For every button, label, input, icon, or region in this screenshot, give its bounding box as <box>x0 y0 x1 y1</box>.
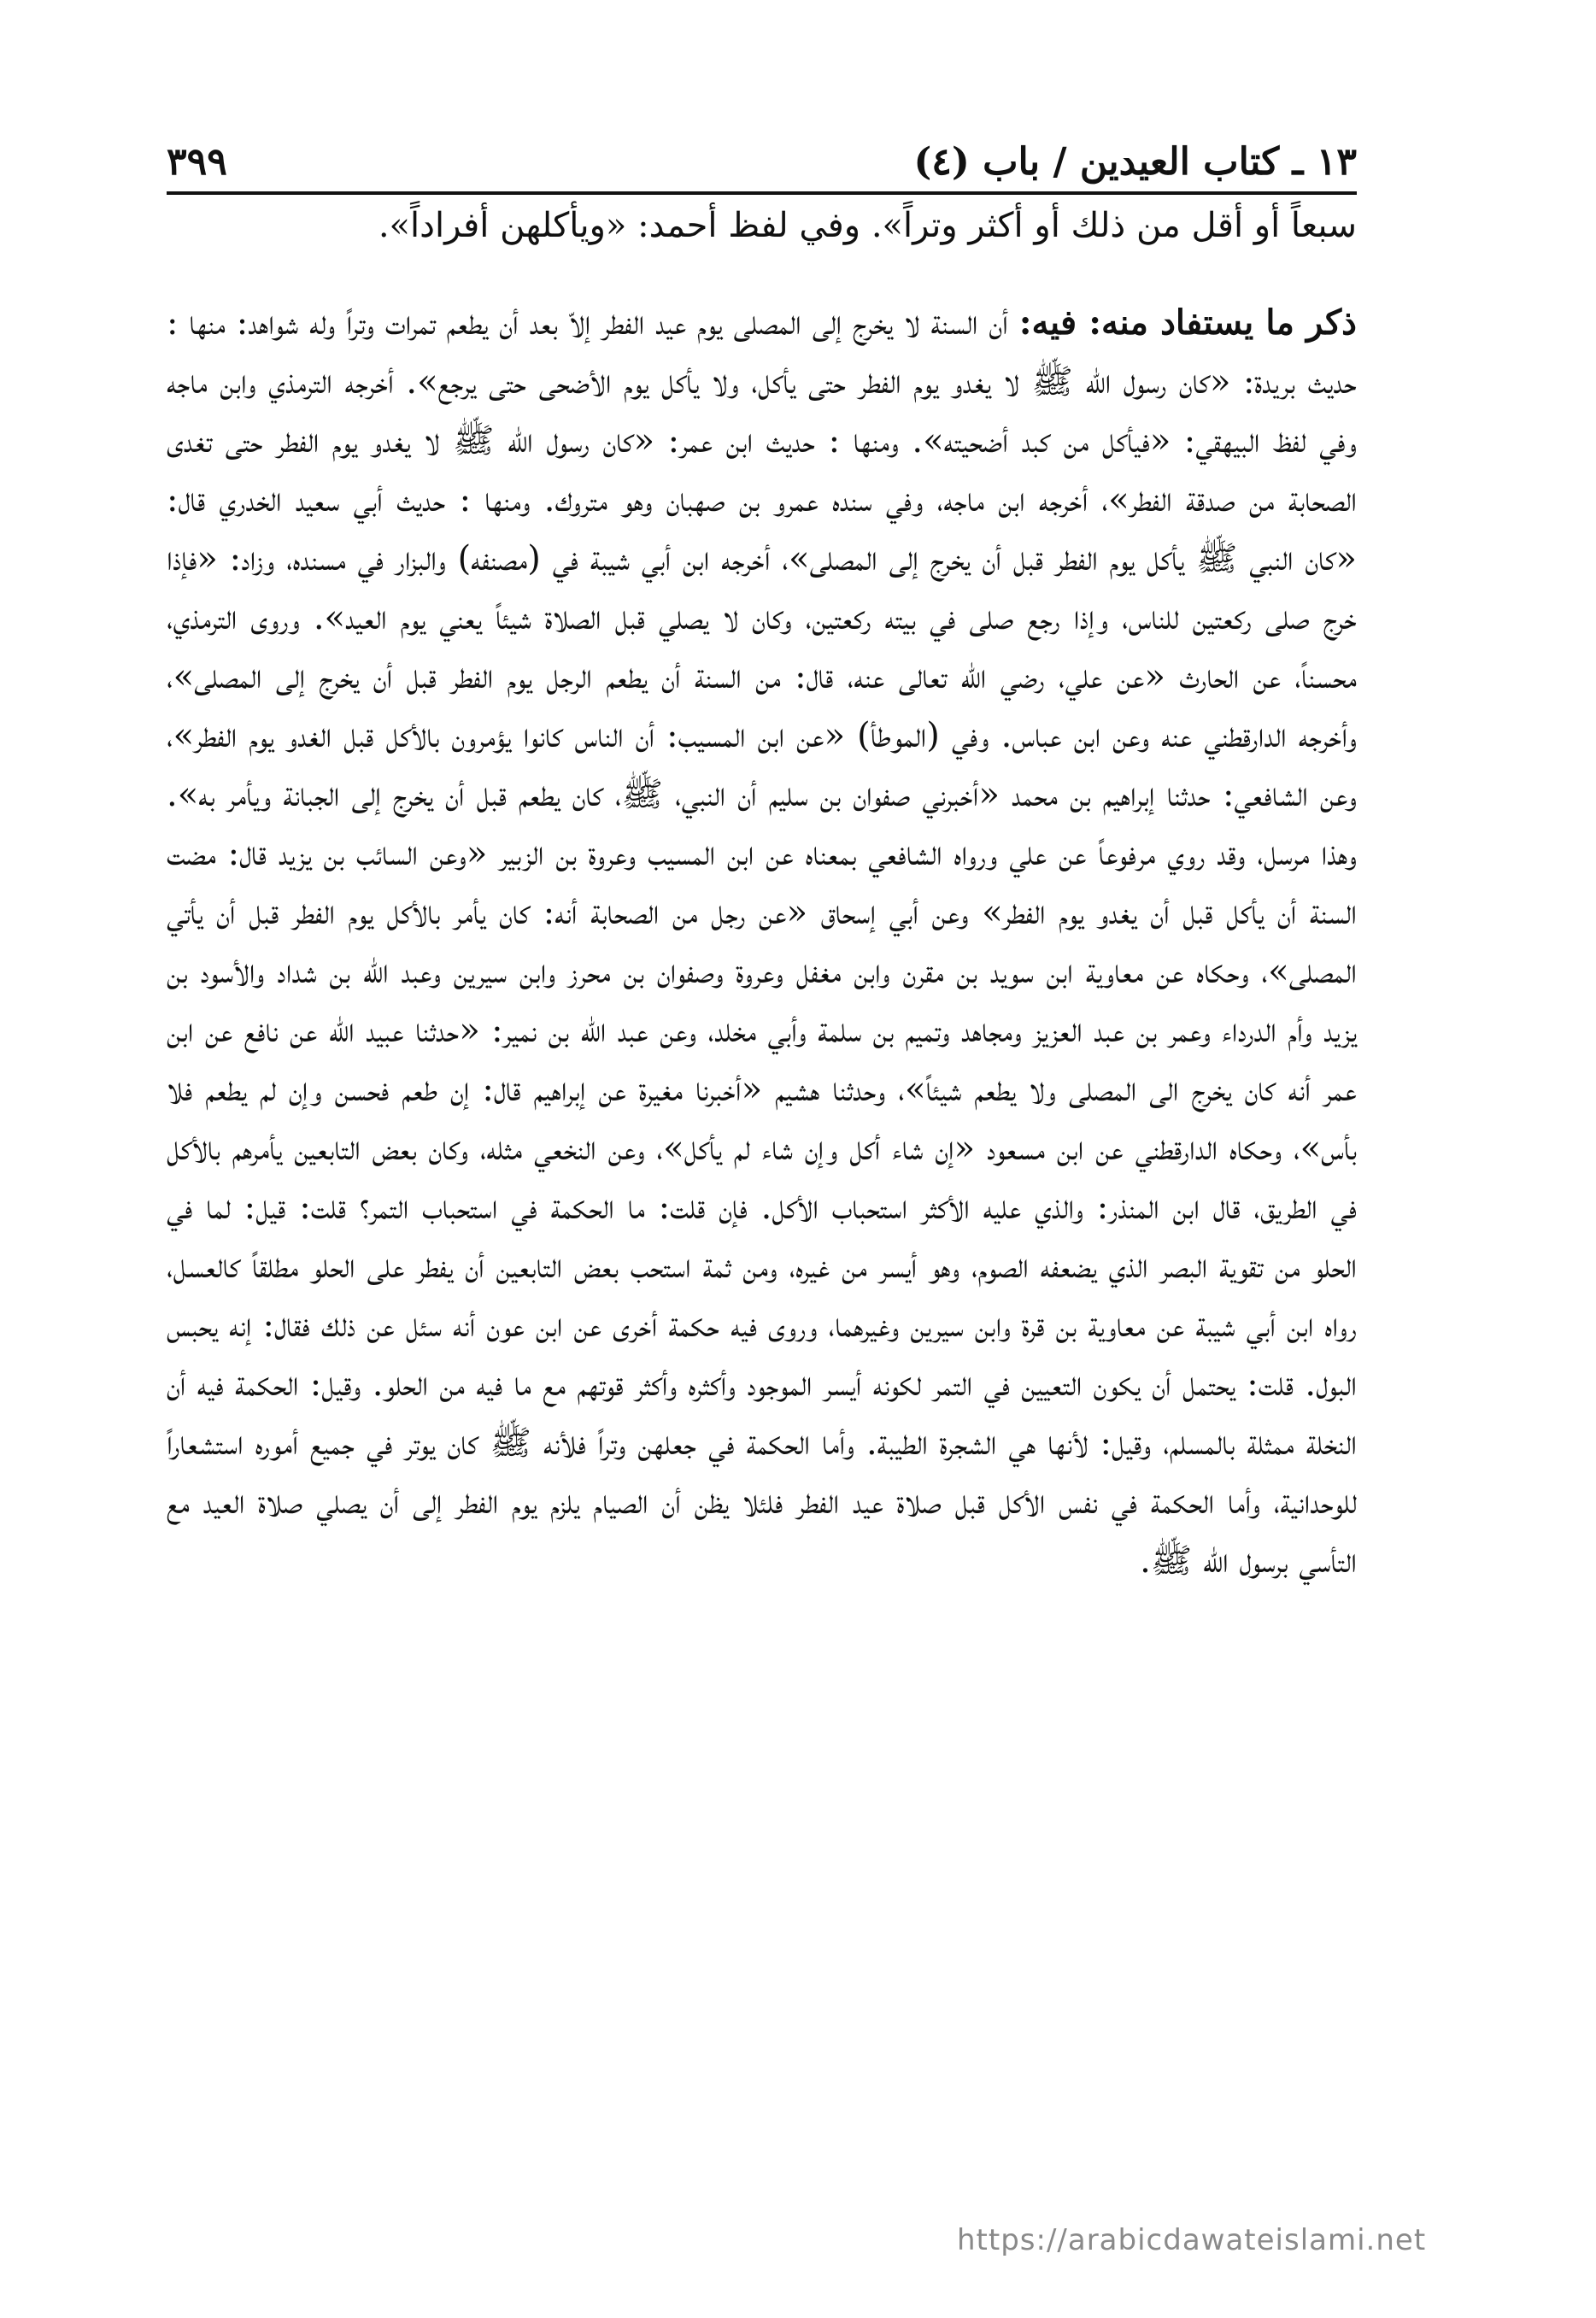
main-paragraph <box>167 293 1357 1591</box>
page-header <box>167 113 1357 195</box>
watermark-url: https://arabicdawateislami.net <box>957 2223 1427 2257</box>
section-body: أن السنة لا يخرج إلى المصلى يوم عيد الفطر إلاّ بعد أن يطعم تمرات وتراً وله شواهد: منها : حديث بريدة: «كان رسول الله ﷺ لا يغدو يوم الفطر حتى يأكل، ولا يأكل يوم الأضحى حتى يرجع». أخرجه الترمذي وابن ماجه وفي لفظ البيهقي: «فيأكل من كبد أضحيته». ومنها : حديث ابن عمر: «كان رسول الله ﷺ لا يغدو يوم الفطر حتى تغدى الصحابة من صدقة الفطر»، أخرجه ابن ماجه، وفي سنده عمرو بن صهبان وهو متروك. ومنها : حديث أبي سعيد الخدري قال: «كان النبي ﷺ يأكل يوم الفطر قبل أن يخرج إلى المصلى»، أخرجه ابن أبي شيبة في (مصنفه) والبزار في مسنده، وزاد: «فإذا خرج صلى ركعتين للناس، وإذا رجع صلى في بيته ركعتين، وكان لا يصلي قبل الصلاة شيئاً يعني يوم العيد». وروى الترمذي، محسناً، عن الحارث «عن علي، رضي الله تعالى عنه، قال: من السنة أن يطعم الرجل يوم الفطر قبل أن يخرج إلى المصلى»، وأخرجه الدارقطني عنه وعن ابن عباس. وفي (الموطأ) «عن ابن المسيب: أن الناس كانوا يؤمرون بالأكل قبل الغدو يوم الفطر»، وعن الشافعي: حدثنا إبراهيم بن محمد «أخبرني صفوان بن سليم أن النبي، ﷺ، كان يطعم قبل أن يخرج إلى الجبانة ويأمر به». وهذا مرسل، وقد روي مرفوعاً عن علي ورواه الشافعي بمعناه عن ابن المسيب وعروة بن الزبير «وعن السائب بن يزيد قال: مضت السنة أن يأكل قبل أن يغدو يوم الفطر» وعن أبي إسحاق «عن رجل من الصحابة أنه: كان يأمر بالأكل يوم الفطر قبل أن يأتي المصلى»، وحكاه عن معاوية ابن سويد بن مقرن وابن مغفل وعروة وصفوان بن محرز وابن سيرين وعبد الله بن شداد والأسود بن يزيد وأم الدرداء وعمر بن عبد العزيز ومجاهد وتميم بن سلمة وأبي مخلد، وعن عبد الله بن نمير: «حدثنا عبيد الله عن نافع عن ابن عمر أنه كان يخرج الى المصلى ولا يطعم شيئاً»، وحدثنا هشيم «أخبرنا مغيرة عن إبراهيم قال: إن طعم فحسن وإن لم يطعم فلا بأس»، وحكاه الدارقطني عن ابن مسعود «إن شاء أكل وإن شاء لم يأكل»، وعن النخعي مثله، وكان بعض التابعين يأمرهم بالأكل في الطريق، قال ابن المنذر: والذي عليه الأكثر استحباب الأكل. فإن قلت: ما الحكمة في استحباب التمر؟ قلت: قيل: لما في الحلو من تقوية البصر الذي يضعفه الصوم، وهو أيسر من غيره، ومن ثمة استحب بعض التابعين أن يفطر على الحلو مطلقاً كالعسل، رواه ابن أبي شيبة عن معاوية بن قرة وابن سيرين وغيرهما، وروى فيه حكمة أخرى عن ابن عون أنه سئل عن ذلك فقال: إنه يحبس البول. قلت: يحتمل أن يكون التعيين في التمر لكونه أيسر الموجود وأكثره وأكثر قوتهم مع ما فيه من الحلو. وقيل: الحكمة فيه أن النخلة ممثلة بالمسلم، وقيل: لأنها هي الشجرة الطيبة. وأما الحكمة في جعلهن وتراً فلأنه ﷺ كان يوتر في جميع أموره استشعاراً للوحدانية، وأما الحكمة في نفس الأكل قبل صلاة عيد الفطر فلئلا يظن أن الصيام يلزم يوم الفطر إلى أن يصلي صلاة العيد مع التأسي برسول الله ﷺ. <box>167 303 1358 1581</box>
running-title: ١٣ ـ كتاب العيدين / باب (٤) <box>913 140 1357 184</box>
opening-paragraph: سبعاً أو أقل من ذلك أو أكثر وتراً». وفي لفظ أحمد: «ويأكلهن أفراداً». <box>378 206 1357 245</box>
page-number: ٣٩٩ <box>167 140 227 184</box>
section-label: ذكر ما يستفاد منه: فيه: <box>1018 302 1357 343</box>
page-content <box>167 197 1357 1591</box>
